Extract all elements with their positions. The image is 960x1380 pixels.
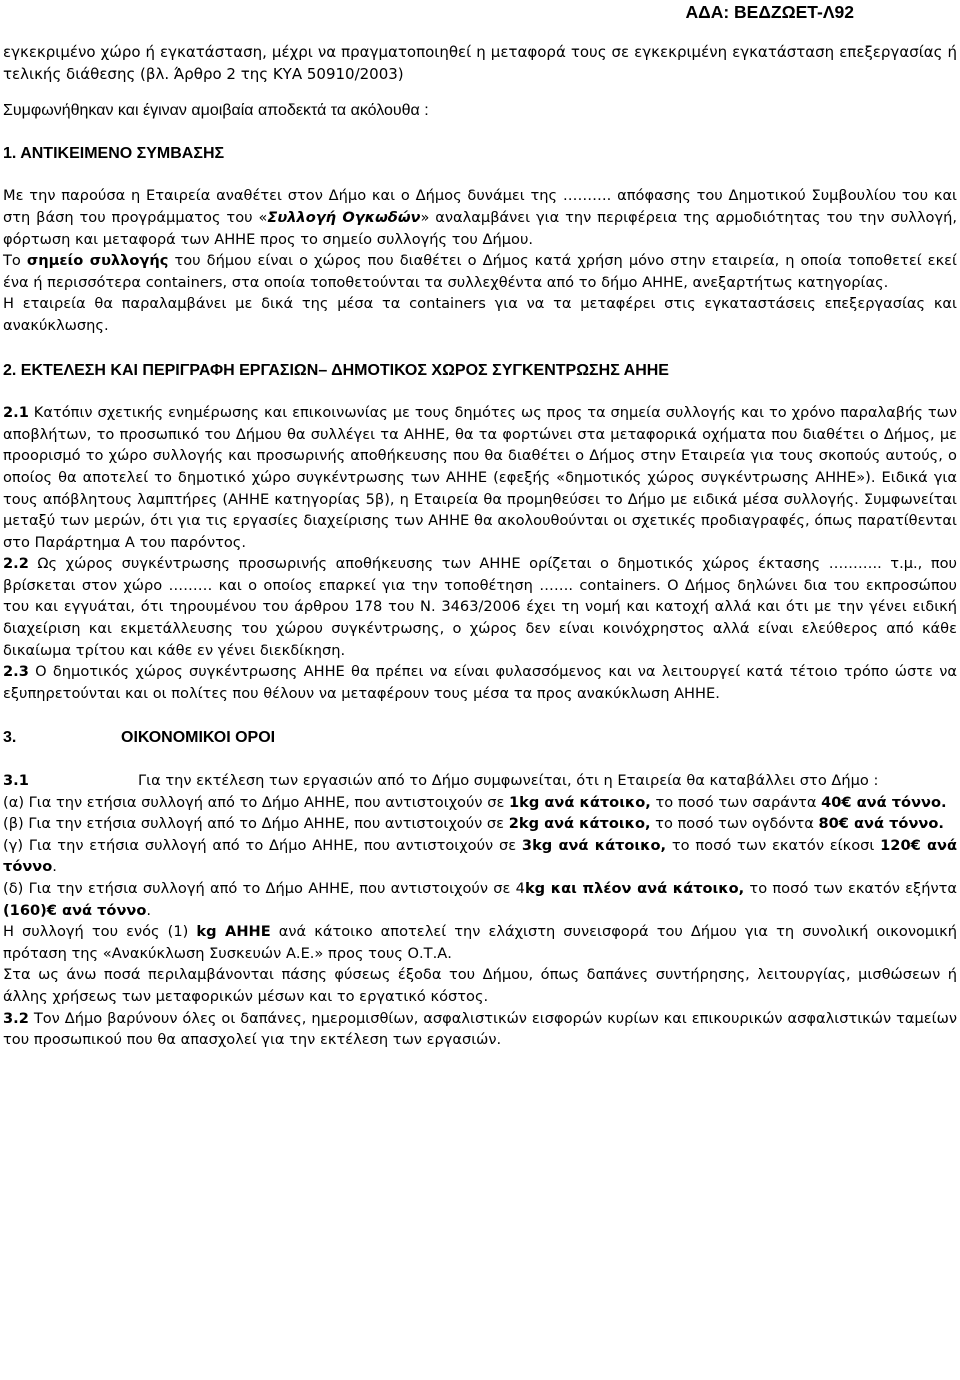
costs-paragraph: Στα ως άνω ποσά περιλαμβάνονται πάσης φύσεως έξοδα του Δήμου, όπως δαπάνες συντήρησης, λειτουργίας, μισθώσεων ή άλλης χρήσεως των μεταφορικών μέσων και το εργατικό κόστος.: [3, 966, 957, 1005]
fee-item-c: (γ) Για την ετήσια συλλογή από το Δήμο ΑΗΗΕ, που αντιστοιχούν σε 3kg ανά κάτοικο, το ποσό των εκατόν είκοσι 120€ ανά τόννο.: [3, 836, 957, 876]
section-1-paragraph-3: Η εταιρεία θα παραλαμβάνει με δικά της μέσα τα containers για να τα μεταφέρει στις εγκαταστάσεις επεξεργασίας και ανακύκλωσης.: [3, 295, 957, 334]
section-1-paragraph-2: Το σημείο συλλογής του δήμου είναι ο χώρος που διαθέτει ο Δήμος κατά χρήση μόνο στην εταιρεία, η οποία τοποθετεί εκεί ένα ή περισσότερα containers, στα οποία τοποθετούνται τα συλλεχθέντα από το δήμο ΑΗΗΕ, ανεξαρτήτως κατηγορίας.: [3, 252, 957, 291]
fee-item-a: (α) Για την ετήσια συλλογή από το Δήμο ΑΗΗΕ, που αντιστοιχούν σε 1kg ανά κάτοικο, το ποσό των σαράντα 40€ ανά τόννο.: [3, 793, 947, 811]
program-name: Συλλογή Ογκωδών: [267, 208, 421, 226]
section-3-title: 3. ΟΙΚΟΝΟΜΙΚΟΙ ΟΡΟΙ: [3, 729, 276, 747]
intro-paragraph: εγκεκριμένο χώρο ή εγκατάσταση, μέχρι να πραγματοποιηθεί η μεταφορά τους σε εγκεκριμένη εγκατάσταση επεξεργασίας ή τελικής διάθεσης (βλ. Άρθρο 2 της ΚΥΑ 50910/2003): [3, 43, 957, 83]
clause-number: 3.2: [3, 1009, 29, 1027]
clause-3-2: 3.2 Τον Δήμο βαρύνουν όλες οι δαπάνες, ημερομισθίων, ασφαλιστικών εισφορών κυρίων και επικουρικών ασφαλιστικών ταμείων του προσωπικού που θα απασχολεί για την εκτέλεση των εργασιών.: [3, 1009, 957, 1049]
clause-2-1: 2.1 Κατόπιν σχετικής ενημέρωσης και επικοινωνίας με τους δημότες ως προς τα σημεία συλλογής και το χρόνο παραλαβής των αποβλήτων, το προσωπικό του Δήμου θα συλλέγει τα ΑΗΗΕ, θα τα φορτώνει στα μεταφορικά οχήματα που διαθέτει ο Δήμος, με προορισμό το χώρο συλλογής και προσωρινής αποθήκευσης που θα διαθέτει ο Δήμος στην Εταιρεία για τους σκοπούς αυτούς, ο οποίος θα αποτελεί το δημοτικό χώρο συγκέντρωσης των ΑΗΗΕ (εφεξής «δημοτικός χώρος συγκέντρωσης ΑΗΗΕ»). Ειδικά για τους απόβλητους λαμπτήρες (ΑΗΗΕ κατηγορίας 5β), η Εταιρεία θα προμηθεύσει το Δήμο με ειδικά μέσα συλλογής. Συμφωνείται μεταξύ των μερών, ότι για τις εργασίες διαχείρισης των ΑΗΗΕ θα ακολουθούνται οι σχετικές προδιαγραφές, όπως παρατίθενται στο Παράρτημα Α του παρόντος.: [3, 404, 957, 551]
fee-item-d: (δ) Για την ετήσια συλλογή από το Δήμο ΑΗΗΕ, που αντιστοιχούν σε 4kg και πλέον ανά κάτοικο, το ποσό των εκατόν εξήντα (160)€ ανά τόννο.: [3, 880, 958, 919]
document-body: [3, 42, 957, 1051]
collection-point-term: σημείο συλλογής: [26, 252, 169, 270]
agreement-statement: Συμφωνήθηκαν και έγιναν αμοιβαία αποδεκτά τα ακόλουθα :: [3, 102, 429, 120]
clause-2-2: 2.2 Ως χώρος συγκέντρωσης προσωρινής αποθήκευσης των ΑΗΗΕ ορίζεται ο δημοτικός χώρος έκτασης ……….. τ.μ., που βρίσκεται στον χώρο ……… και ο οποίος επαρκεί για την τοποθέτηση ……. containers. Ο Δήμος δηλώνει δια του εκπροσώπου του και εγγυάται, ότι τηρουμένου του άρθρου 178 του Ν. 3463/2006 έχει τη νομή και κατοχή αλλά και ότι με την γένει ειδική διαχείριση και εκμετάλλευσης του χώρου συγκέντρωσης, ο χώρος δεν είναι κοινόχρηστος αλλά είναι ελεύθερος από κάθε δικαίωμα τρίτου και κάθε εν γένει διεκδίκηση.: [3, 555, 957, 659]
clause-number: 3.1: [3, 772, 29, 790]
clause-number: 2.2: [3, 555, 29, 573]
minimum-contribution-paragraph: Η συλλογή του ενός (1) kg ΑΗΗΕ ανά κάτοικο αποτελεί την ελάχιστη συνεισφορά του Δήμου για τη συνολική οικονομική πρόταση της «Ανακύκλωση Συσκευών Α.Ε.» προς τους Ο.Τ.Α.: [3, 923, 957, 962]
clause-number: 2.3: [3, 663, 29, 681]
section-1-paragraph-1: Με την παρούσα η Εταιρεία αναθέτει στον Δήμο και ο Δήμος δυνάμει της ………. απόφασης του Δημοτικού Συμβουλίου του και στη βάση του προγράμματος του «Συλλογή Ογκωδών» αναλαμβάνει για την περιφέρεια της αρμοδιότητας του την συλλογή, φόρτωση και μεταφορά των ΑΗΗΕ προς το σημείο συλλογής του Δήμου.: [3, 187, 958, 248]
clause-number: 2.1: [3, 404, 29, 422]
fee-item-b: (β) Για την ετήσια συλλογή από το Δήμο ΑΗΗΕ, που αντιστοιχούν σε 2kg ανά κάτοικο, το ποσό των ογδόντα 80€ ανά τόννο.: [3, 815, 944, 833]
section-1-title: 1. ΑΝΤΙΚΕΙΜΕΝΟ ΣΥΜΒΑΣΗΣ: [3, 144, 225, 162]
clause-3-1: 3.1 Για την εκτέλεση των εργασιών από το Δήμο συμφωνείται, ότι η Εταιρεία θα καταβάλλει στο Δήμο :: [3, 770, 957, 792]
section-2-title: 2. ΕΚΤΕΛΕΣΗ ΚΑΙ ΠΕΡΙΓΡΑΦΗ ΕΡΓΑΣΙΩΝ– ΔΗΜΟΤΙΚΟΣ ΧΩΡΟΣ ΣΥΓΚΕΝΤΡΩΣΗΣ ΑΗΗΕ: [3, 361, 669, 379]
ada-code: ΑΔΑ: ΒΕΔΖΩΕΤ-Λ92: [685, 2, 854, 22]
clause-2-3: 2.3 Ο δημοτικός χώρος συγκέντρωσης ΑΗΗΕ θα πρέπει να είναι φυλασσόμενος και να λειτουργεί κατά τέτοιο τρόπο ώστε να εξυπηρετούνται και οι πολίτες που θέλουν να μεταφέρουν τους μέσα τα προς ανακύκλωση ΑΗΗΕ.: [3, 663, 957, 702]
